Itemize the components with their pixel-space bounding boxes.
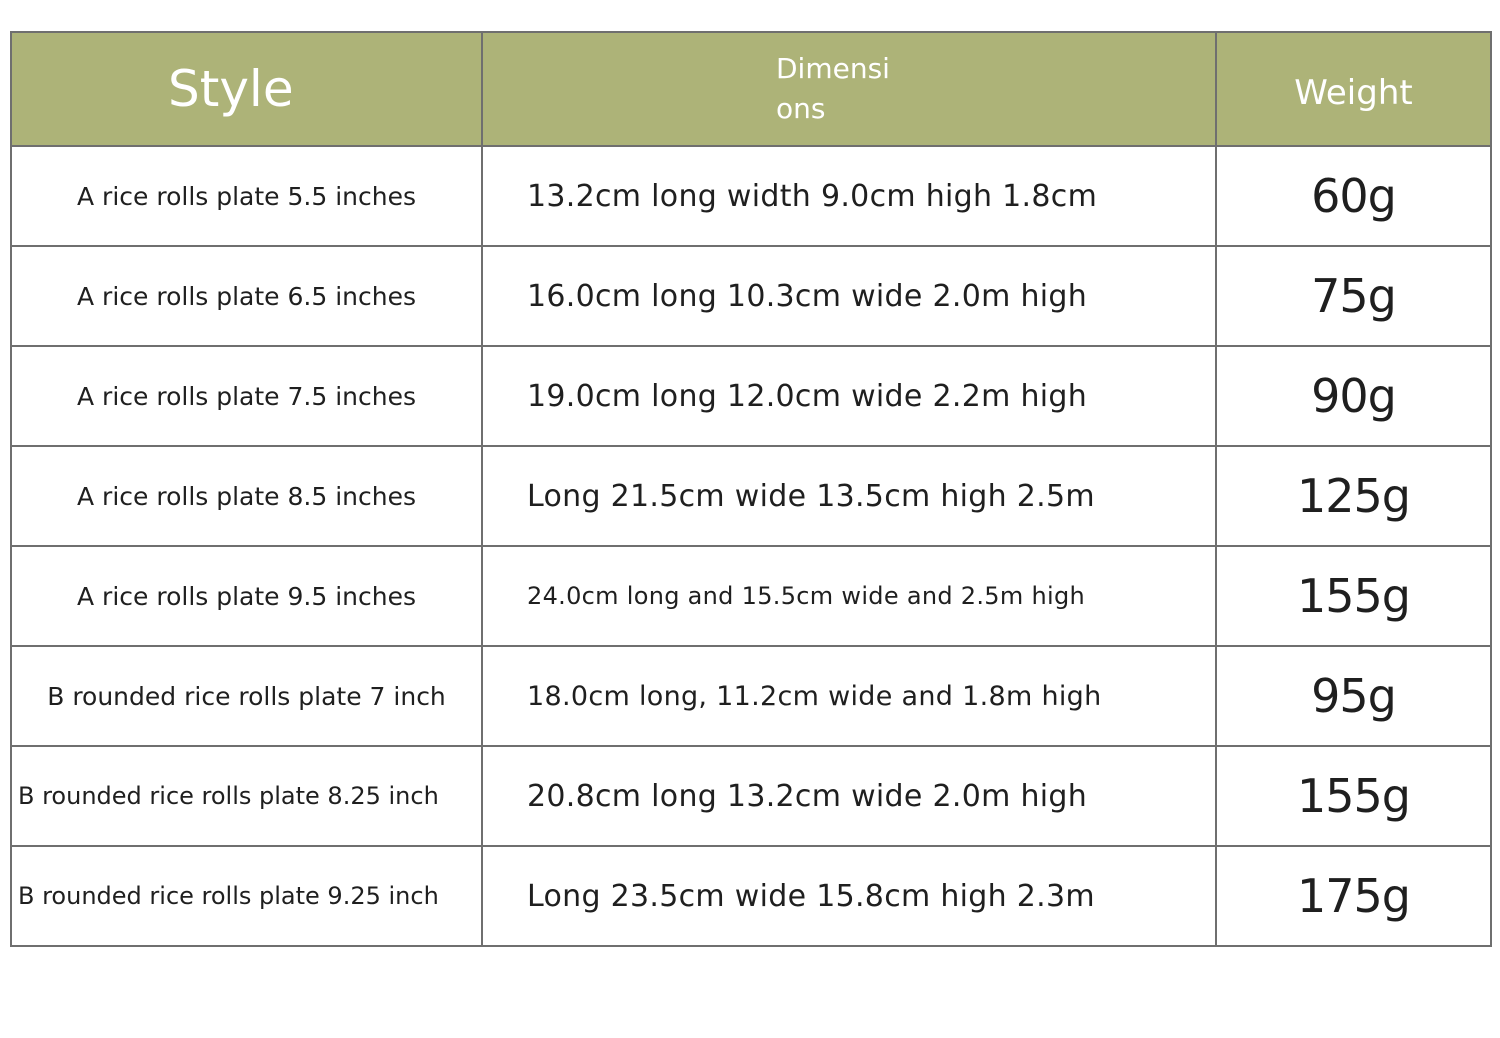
header-style: Style (11, 32, 482, 146)
table-row (11, 246, 1491, 346)
table-header-row (11, 32, 1491, 146)
cell-weight: 125g (1216, 446, 1491, 546)
cell-weight: 60g (1216, 146, 1491, 246)
cell-style: B rounded rice rolls plate 9.25 inch (11, 846, 482, 946)
header-weight: Weight (1216, 32, 1491, 146)
cell-dimensions: 20.8cm long 13.2cm wide 2.0m high (482, 746, 1216, 846)
cell-dimensions: 16.0cm long 10.3cm wide 2.0m high (482, 246, 1216, 346)
table-row (11, 146, 1491, 246)
header-dimensions (482, 32, 1216, 146)
cell-weight: 155g (1216, 546, 1491, 646)
cell-style: A rice rolls plate 8.5 inches (11, 446, 482, 546)
table-row (11, 846, 1491, 946)
cell-weight: 155g (1216, 746, 1491, 846)
cell-dimensions: 18.0cm long, 11.2cm wide and 1.8m high (482, 646, 1216, 746)
spec-table (10, 31, 1492, 947)
cell-style: B rounded rice rolls plate 8.25 inch (11, 746, 482, 846)
cell-weight: 90g (1216, 346, 1491, 446)
cell-dimensions: Long 23.5cm wide 15.8cm high 2.3m (482, 846, 1216, 946)
cell-dimensions: 24.0cm long and 15.5cm wide and 2.5m high (482, 546, 1216, 646)
cell-style: A rice rolls plate 6.5 inches (11, 246, 482, 346)
header-dimensions-label: Dimensions (776, 52, 890, 125)
table-row (11, 446, 1491, 546)
cell-style: A rice rolls plate 5.5 inches (11, 146, 482, 246)
cell-style: A rice rolls plate 7.5 inches (11, 346, 482, 446)
cell-weight: 75g (1216, 246, 1491, 346)
cell-dimensions: 19.0cm long 12.0cm wide 2.2m high (482, 346, 1216, 446)
table-row (11, 746, 1491, 846)
cell-weight: 95g (1216, 646, 1491, 746)
table-row (11, 646, 1491, 746)
cell-style: A rice rolls plate 9.5 inches (11, 546, 482, 646)
cell-style: B rounded rice rolls plate 7 inch (11, 646, 482, 746)
cell-dimensions: Long 21.5cm wide 13.5cm high 2.5m (482, 446, 1216, 546)
table-row (11, 546, 1491, 646)
table-row (11, 346, 1491, 446)
cell-dimensions: 13.2cm long width 9.0cm high 1.8cm (482, 146, 1216, 246)
cell-weight: 175g (1216, 846, 1491, 946)
